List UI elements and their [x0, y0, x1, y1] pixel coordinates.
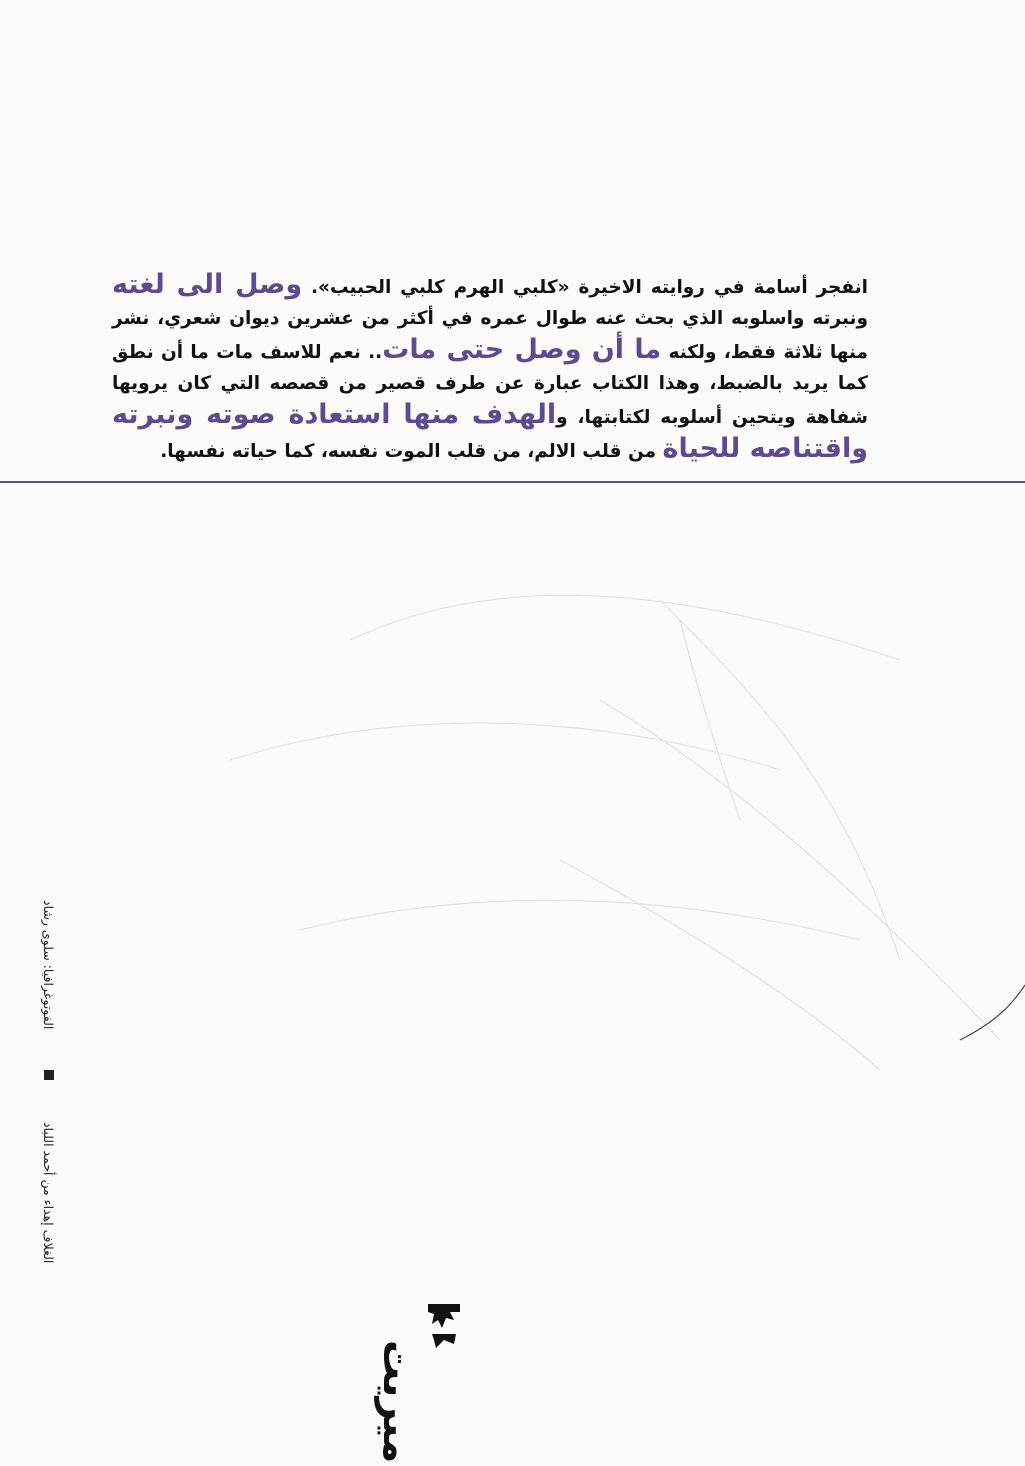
divider-rule — [0, 481, 1025, 483]
credits — [10, 900, 56, 1320]
blurb-segment-1: انفجر أسامة في روايته الاخيرة «كلبي الهرم كلبي الحبيب». — [302, 276, 868, 298]
cover-credit: الغلاف إهداء من أحمد اللباد — [41, 1122, 56, 1264]
photography-credit: الفوتوغرافيا: سلوى رشاد — [41, 900, 56, 1030]
blurb-highlight-3: الهدف منها استعادة صوته ونبرته واقتناصه للحياة — [112, 398, 868, 464]
blurb-highlight-2: ما أن وصل حتى مات — [382, 333, 662, 365]
blurb-segment-2: ونبرته واسلوبه الذي بحث عنه طوال عمره في أكثر من عشرين ديوان شعري، نشر منها ثلاثة فقط، ولكنه — [112, 307, 868, 363]
publisher-logo — [374, 1300, 510, 1464]
publisher-emblem-icon — [424, 1300, 464, 1360]
blurb-highlight-1: وصل الى لغته — [112, 268, 303, 300]
publisher-name: ميريت — [374, 1340, 420, 1464]
blurb-segment-3: .. نعم للاسف مات ما أن نطق كما يريد بالضبط، وهذا الكتاب عبارة عن طرف قصير من قصصه التي كان يرويها شفاهة ويتحين أسلوبه لكتابتها، و — [112, 341, 868, 428]
blurb-text — [112, 269, 868, 467]
bullet-square-icon — [44, 1070, 54, 1080]
blurb-segment-4: من قلب الالم، من قلب الموت نفسه، كما حياته نفسها. — [160, 440, 663, 462]
